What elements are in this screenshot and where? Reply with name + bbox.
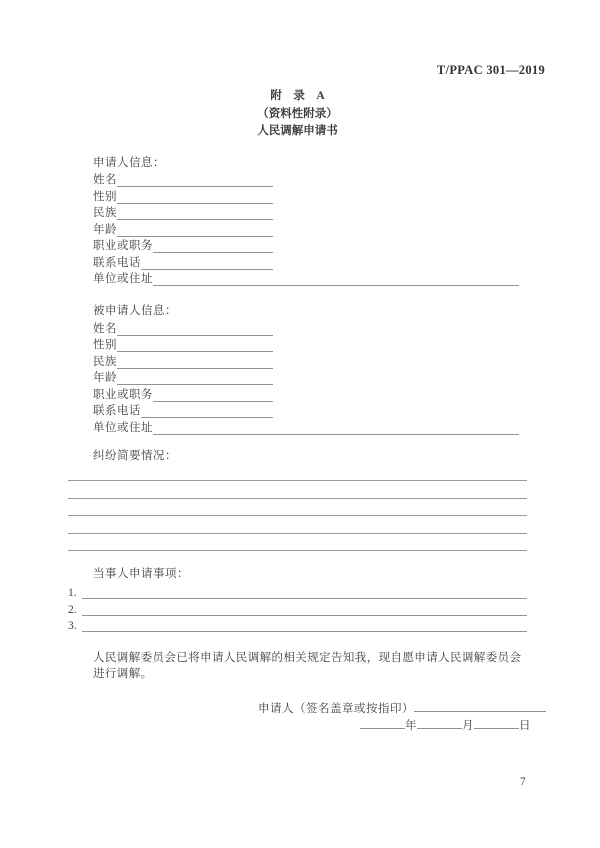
appendix-type: （资料性附录） [257, 107, 338, 120]
blank-underline [141, 405, 273, 418]
page-content [68, 0, 531, 734]
date-day-label: 日 [519, 720, 531, 733]
signature-label: 申请人（签名盖章或按指印） [258, 703, 414, 716]
blank-line [68, 534, 527, 552]
form-field-row [93, 418, 519, 435]
blank-line [68, 516, 527, 534]
field-label: 性别 [93, 190, 117, 203]
blank-line [68, 481, 527, 499]
field-label: 职业或职务 [93, 388, 153, 401]
appendix-heading: 附 录 A [270, 90, 325, 102]
numbered-item [68, 582, 527, 599]
form-field-row [93, 204, 273, 221]
field-label: 年龄 [93, 223, 117, 236]
date-year-label: 年 [405, 720, 417, 733]
form-field-row [93, 187, 273, 204]
heading-block [68, 88, 527, 141]
form-field-row [93, 352, 273, 369]
item-number: 2. [68, 603, 77, 616]
form-title: 人民调解申请书 [257, 125, 338, 137]
signature-underline [414, 700, 546, 712]
page-number: 7 [520, 776, 526, 788]
blank-underline [82, 603, 527, 616]
numbered-item [68, 616, 527, 633]
declaration-text: 人民调解委员会已将申请人民调解的相关规定告知我，现自愿申请人民调解委员会进行调解。 [93, 652, 522, 681]
field-label: 单位或住址 [93, 273, 153, 285]
applicant-section-title: 申请人信息： [93, 156, 165, 169]
field-label: 单位或住址 [93, 421, 153, 434]
field-label: 职业或职务 [93, 240, 153, 252]
field-label: 联系电话 [93, 256, 141, 269]
blank-underline [153, 273, 519, 286]
standard-number: T/PPAC 301—2019 [436, 63, 545, 77]
form-field-row [93, 385, 273, 402]
form-field-row [93, 237, 273, 254]
signature-row [258, 700, 527, 717]
date-year-underline [360, 717, 405, 729]
form-field-row [93, 171, 273, 188]
blank-underline [117, 356, 273, 369]
blank-underline [82, 586, 527, 599]
date-row [68, 717, 531, 734]
blank-underline [117, 323, 273, 336]
item-number: 3. [68, 620, 77, 633]
numbered-item [68, 599, 527, 616]
dispute-section-title: 纠纷简要情况： [93, 449, 177, 462]
requests-section-title: 当事人申请事项： [93, 568, 189, 580]
blank-line [68, 464, 527, 482]
blank-underline [153, 422, 519, 435]
field-label: 民族 [93, 207, 117, 219]
field-label: 性别 [93, 339, 117, 351]
blank-underline [117, 174, 273, 187]
date-day-underline [474, 717, 519, 729]
blank-underline [153, 389, 273, 402]
form-field-row [93, 336, 273, 353]
blank-underline [153, 240, 273, 253]
field-label: 姓名 [93, 322, 117, 335]
blank-underline [117, 339, 273, 352]
blank-underline [82, 619, 527, 632]
form-field-row [93, 220, 273, 237]
blank-underline [117, 207, 273, 220]
blank-underline [117, 224, 273, 237]
form-field-row [93, 369, 273, 386]
form-field-row [93, 253, 273, 270]
blank-line [68, 499, 527, 517]
date-month-label: 月 [462, 720, 474, 733]
field-label: 民族 [93, 355, 117, 368]
field-label: 年龄 [93, 372, 117, 384]
date-month-underline [417, 717, 462, 729]
respondent-section-title: 被申请人信息： [93, 305, 177, 317]
form-field-row [93, 402, 273, 419]
blank-underline [117, 191, 273, 204]
field-label: 联系电话 [93, 405, 141, 417]
form-field-row [93, 319, 273, 336]
blank-underline [141, 257, 273, 270]
item-number: 1. [68, 586, 77, 599]
field-label: 姓名 [93, 174, 117, 186]
form-field-row [93, 270, 519, 287]
blank-underline [117, 372, 273, 385]
